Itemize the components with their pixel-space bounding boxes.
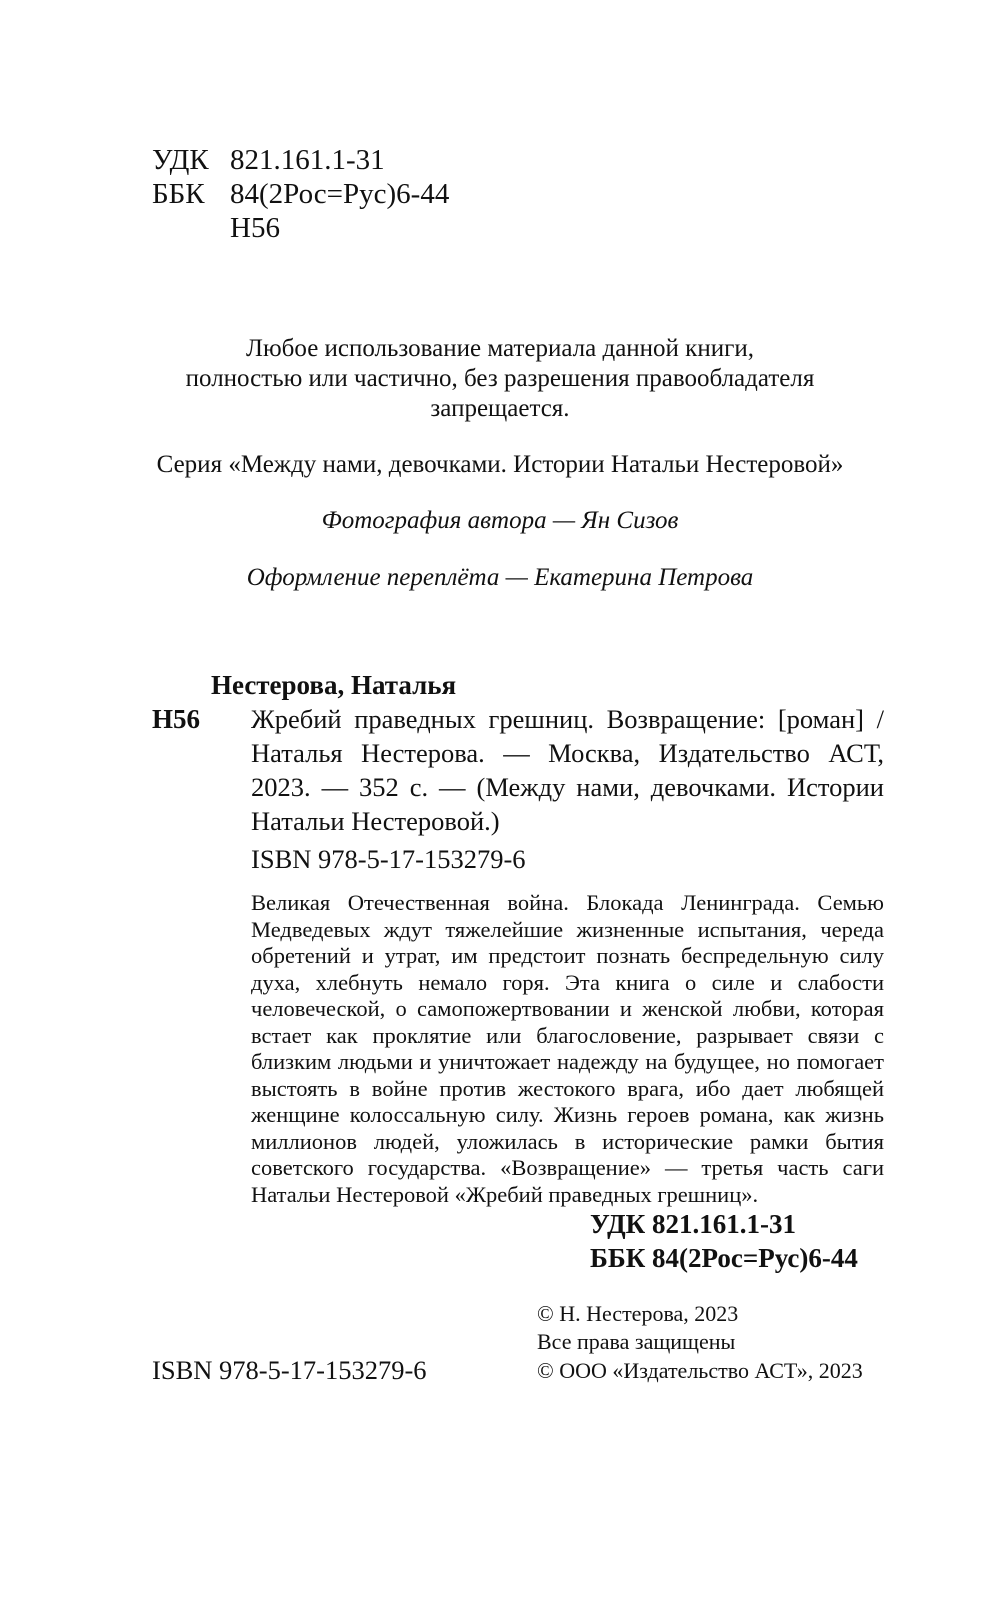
bbk-line	[152, 177, 449, 211]
bottom-isbn: ISBN 978-5-17-153279-6	[152, 1355, 427, 1385]
copyright-notice-line-1: Любое использование материала данной книги,	[246, 335, 754, 362]
bbk-label: ББК	[152, 178, 205, 210]
publisher-copyright: © ООО «Издательство АСТ», 2023	[537, 1358, 863, 1383]
cover-credit: Оформление переплёта — Екатерина Петрова	[246, 564, 754, 591]
bbk-value: 84(2Рос=Рус)6-44	[230, 178, 450, 210]
udk-line	[152, 143, 385, 177]
udk-label: УДК	[152, 144, 209, 176]
photo-credit: Фотография автора — Ян Сизов	[321, 507, 679, 534]
all-rights-reserved: Все права защищены	[537, 1329, 736, 1354]
copyright-notice-line-3: запрещается.	[430, 395, 570, 422]
copyright-notice-line-2: полностью или частично, без разрешения правообладателя	[185, 365, 815, 392]
annotation: Великая Отечественная война. Блокада Ленинграда. Семью Медведевых ждут тяжелейшие жизненные испытания, череда обретений и утрат, им предстоит познать беспредельную силу духа, хлебнуть немало горя. Эта книга о силе и слабости человеческой, о самопожертвовании и женской любви, которая встает как проклятие или благословение, разрывает связи с близким людьми и уничтожает надежду на будущее, но помогает выстоять в войне против жестокого врага, ибо дает любящей женщине колоссальную силу. Жизнь героев романа, как жизнь миллионов людей, уложилась в исторические рамки бытия советского государства. «Возвращение» — третья часть саги Натальи Нестеровой «Жребий праведных грешниц».	[251, 890, 884, 1207]
series-line: Серия «Между нами, девочками. Истории Натальи Нестеровой»	[156, 451, 844, 478]
entry-author: Нестерова, Наталья	[211, 670, 457, 700]
author-copyright: © Н. Нестерова, 2023	[537, 1301, 739, 1326]
entry-description: Жребий праведных грешниц. Возвращение: [роман] / Наталья Нестерова. — Москва, Издательство АСТ, 2023. — 352 с. — (Между нами, девочками. Истории Натальи Нестеровой.)	[251, 704, 884, 836]
entry-code: Н56	[152, 704, 201, 734]
entry-isbn: ISBN 978-5-17-153279-6	[251, 844, 526, 874]
author-code: Н56	[230, 212, 280, 244]
bottom-udk: УДК 821.161.1-31	[590, 1209, 796, 1239]
udk-value: 821.161.1-31	[230, 144, 385, 176]
bottom-bbk: ББК 84(2Рос=Рус)6-44	[590, 1243, 858, 1273]
